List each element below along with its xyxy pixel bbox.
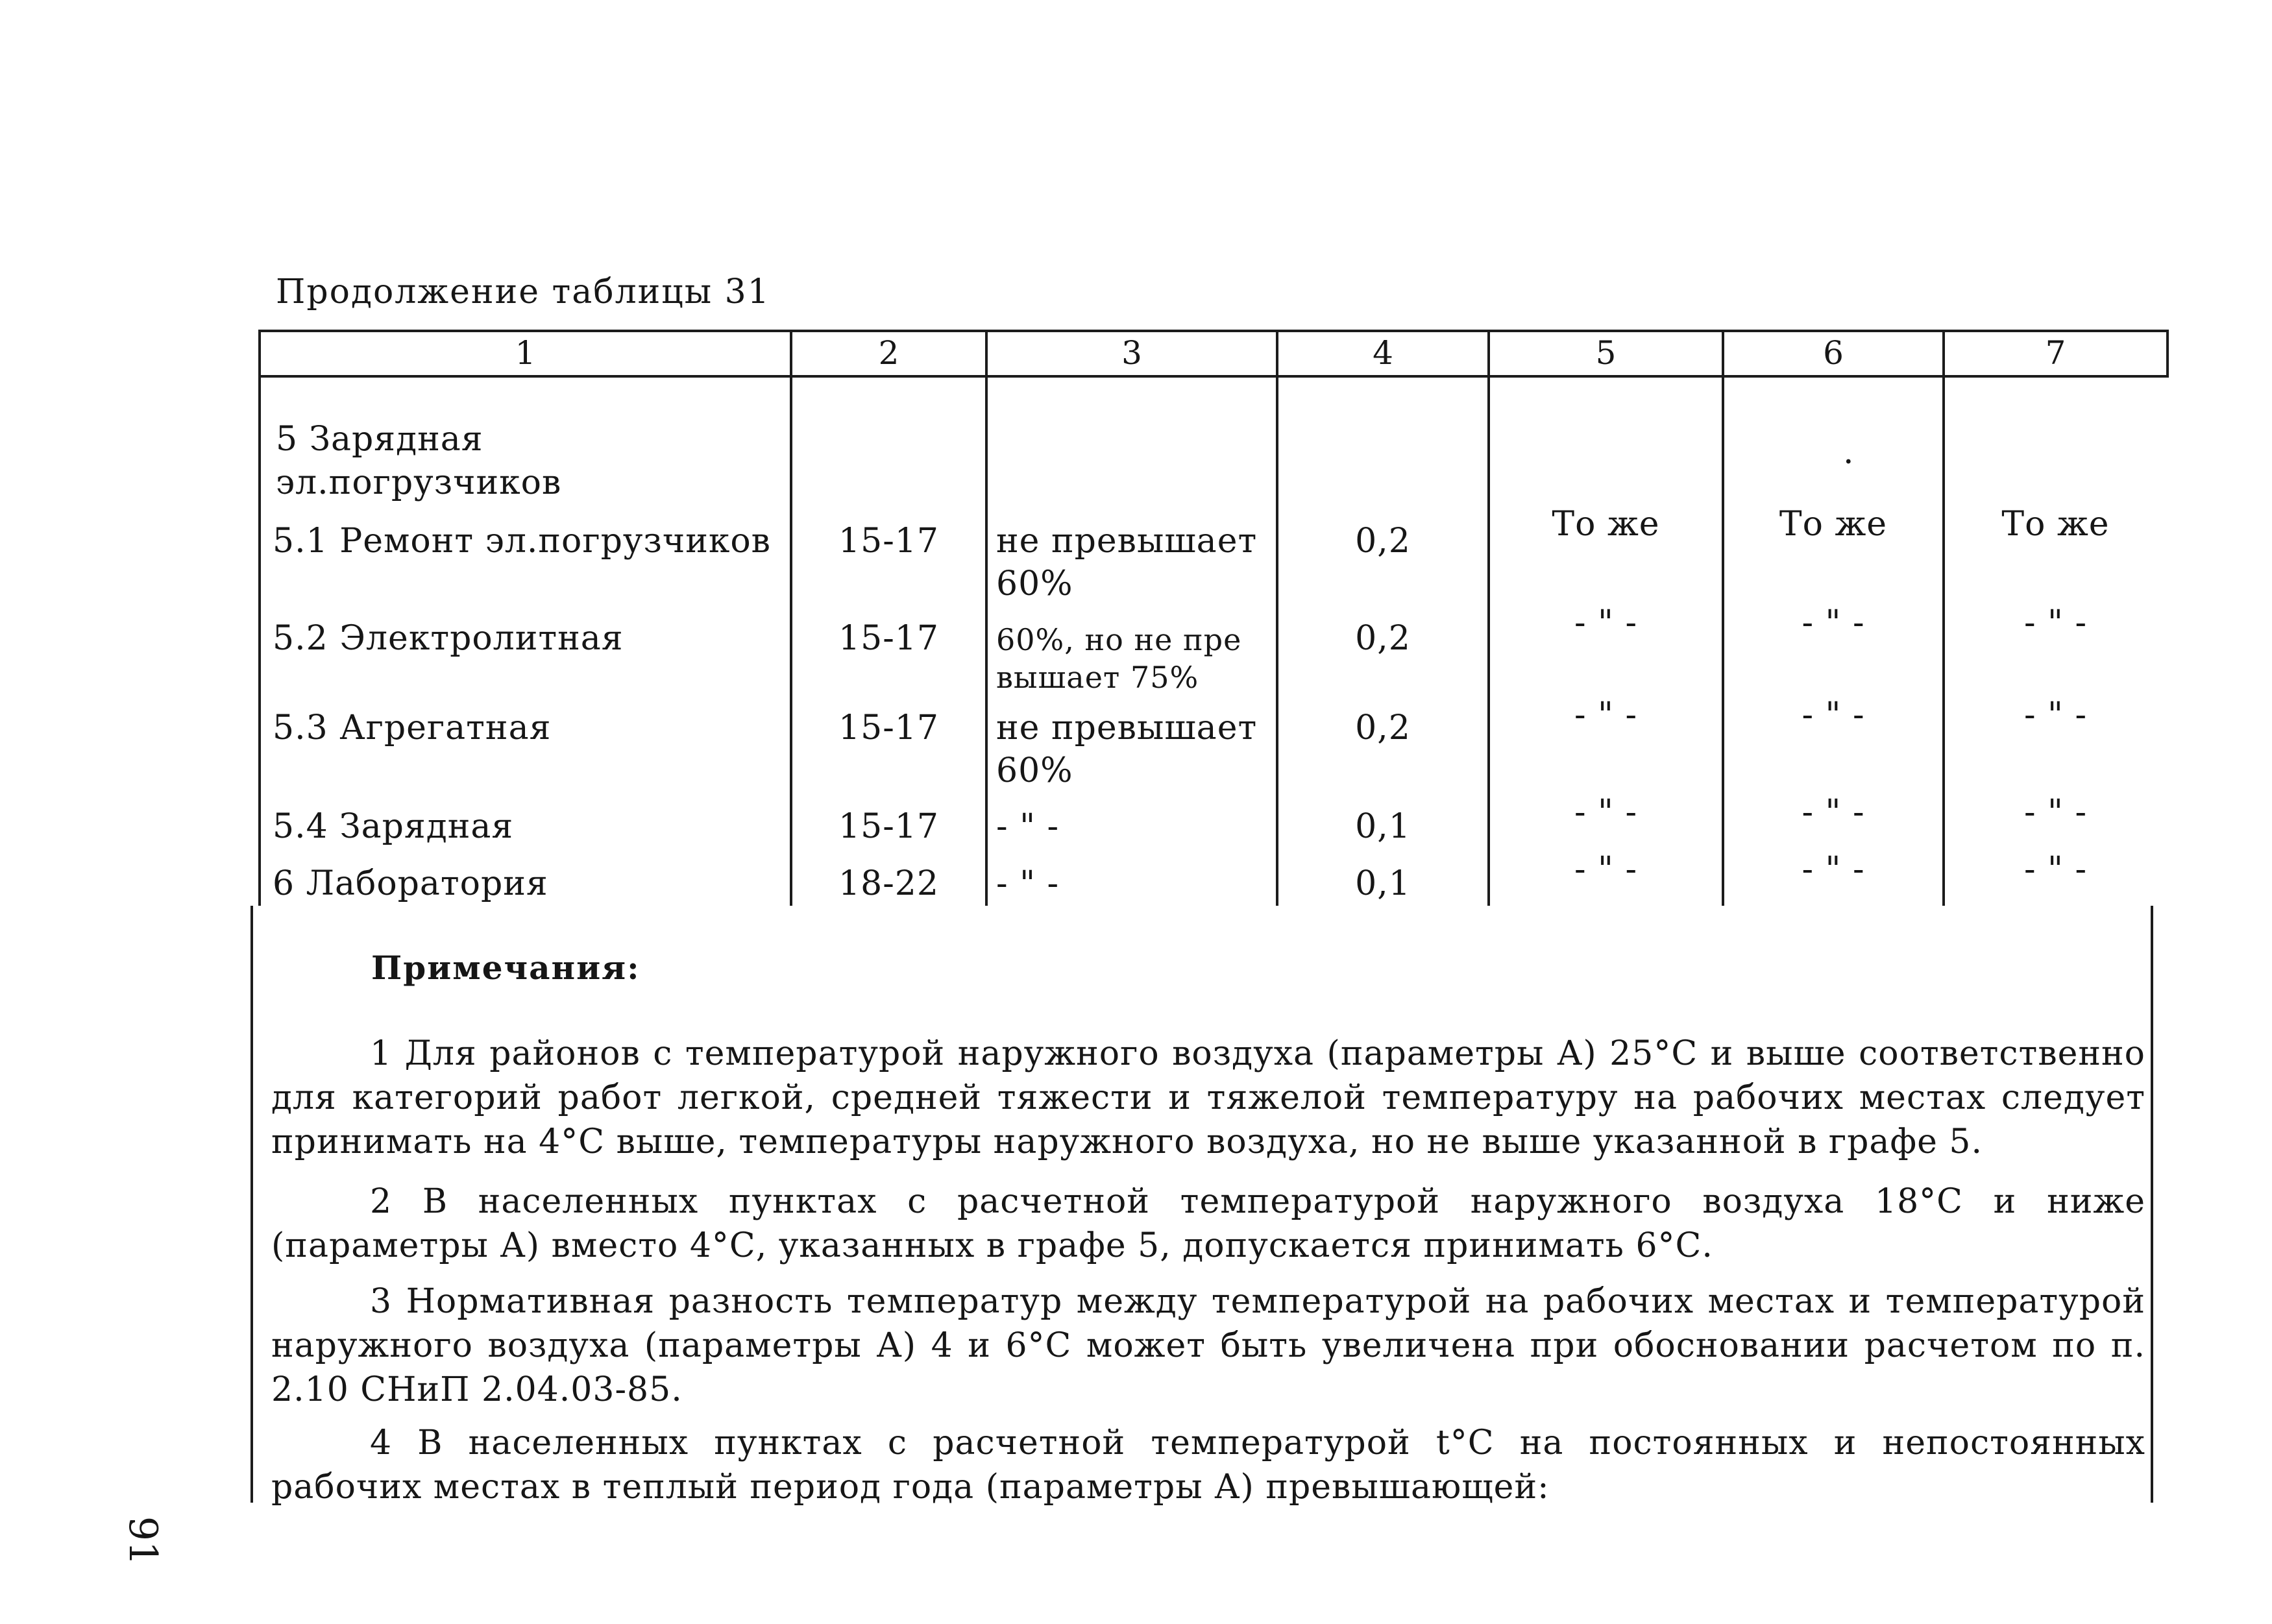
table-cell-col7: - " - — [2023, 696, 2088, 734]
section-label: эл.погрузчиков — [276, 463, 562, 502]
table-header-border — [258, 375, 2169, 378]
table-cell-speed: 0,2 — [1355, 619, 1411, 658]
column-header-2: 2 — [878, 334, 899, 372]
table-cell-humidity: - " - — [996, 807, 1060, 846]
page-number: 91 — [120, 1516, 165, 1566]
note-paragraph: 4 В населенных пунктах с расчетной температурой t°С на постоянных и непостоянных рабочих местах в теплый период года (параметры А) превышающей: — [271, 1424, 2145, 1507]
table-cell-name: 5.4 Зарядная — [273, 807, 514, 846]
table-cell-name: 5.2 Электролитная — [273, 619, 624, 658]
table-cell-humidity: 60% — [996, 751, 1073, 790]
column-header-7: 7 — [2045, 334, 2066, 372]
column-header-5: 5 — [1595, 334, 1617, 372]
column-header-4: 4 — [1373, 334, 1393, 372]
column-header-6: 6 — [1823, 334, 1844, 372]
table-cell-col7: - " - — [2023, 603, 2088, 642]
table-cell-col5: - " - — [1574, 793, 1638, 832]
table-cell-humidity: 60%, но не пре — [996, 622, 1242, 657]
table-cell-humidity: - " - — [996, 864, 1060, 903]
table-cell-col7: То же — [2001, 505, 2110, 544]
table-cell-col7: - " - — [2023, 793, 2088, 832]
table-border-left — [258, 330, 261, 906]
table-cell-humidity: не превышает — [996, 709, 1258, 747]
notes-border-left — [250, 906, 253, 1503]
table-border-right — [2166, 330, 2169, 375]
note-paragraph: 3 Нормативная разность температур между температурой на рабочих местах и температурой наружного воздуха (параметры А) 4 и 6°С может быть увеличена при обосновании расчетом по п. 2.10 СНиП 2.04.03-85. — [271, 1282, 2145, 1409]
notes-border-right — [2151, 906, 2153, 1503]
table-cell-humidity: вышает 75% — [996, 660, 1199, 695]
note-paragraph: 1 Для районов с температурой наружного воздуха (параметры А) 25°С и выше соответственно для категорий работ легкой, средней тяжести и тяжелой температуру на рабочих местах следует принимать на 4°С выше, температуры наружного воздуха, но не выше указанной в графе 5. — [271, 1034, 2145, 1161]
table-cell-col5: - " - — [1574, 696, 1638, 734]
note-paragraph: 2 В населенных пунктах с расчетной температурой наружного воздуха 18°С и ниже (параметры А) вместо 4°С, указанных в графе 5, допускается принимать 6°С. — [271, 1182, 2145, 1265]
table-cell-col6: - " - — [1802, 603, 1865, 642]
column-header-1: 1 — [515, 334, 536, 372]
section-label: 5 Зарядная — [276, 420, 483, 459]
table-cell-col6: - " - — [1802, 850, 1865, 889]
table-cell-speed: 0,2 — [1355, 709, 1411, 747]
table-cell-speed: 0,2 — [1355, 522, 1411, 561]
table-cell-speed: 0,1 — [1355, 807, 1411, 846]
table-cell-temp: 15-17 — [838, 619, 939, 658]
table-cell-col7: - " - — [2023, 850, 2088, 889]
table-cell-temp: 15-17 — [838, 709, 939, 747]
dot-mark: . — [1843, 433, 1855, 472]
notes-title: Примечания: — [371, 949, 641, 987]
column-header-3: 3 — [1121, 334, 1142, 372]
table-cell-col6: - " - — [1802, 696, 1865, 734]
column-divider — [985, 330, 988, 906]
table-cell-col6: То же — [1779, 505, 1888, 544]
table-cell-name: 6 Лаборатория — [273, 864, 548, 903]
table-cell-name: 5.3 Агрегатная — [273, 709, 552, 747]
table-caption: Продолжение таблицы 31 — [276, 273, 770, 311]
table-cell-col6: - " - — [1802, 793, 1865, 832]
table-cell-name: 5.1 Ремонт эл.погрузчиков — [273, 522, 771, 561]
table-cell-col5: - " - — [1574, 850, 1638, 889]
table-cell-humidity: не превышает — [996, 522, 1258, 561]
table-cell-humidity: 60% — [996, 564, 1073, 603]
table-cell-temp: 15-17 — [838, 522, 939, 561]
table-cell-temp: 18-22 — [838, 864, 939, 903]
table-cell-col5: То же — [1552, 505, 1660, 544]
table-cell-temp: 15-17 — [838, 807, 939, 846]
table-cell-col5: - " - — [1574, 603, 1638, 642]
table-cell-speed: 0,1 — [1355, 864, 1411, 903]
